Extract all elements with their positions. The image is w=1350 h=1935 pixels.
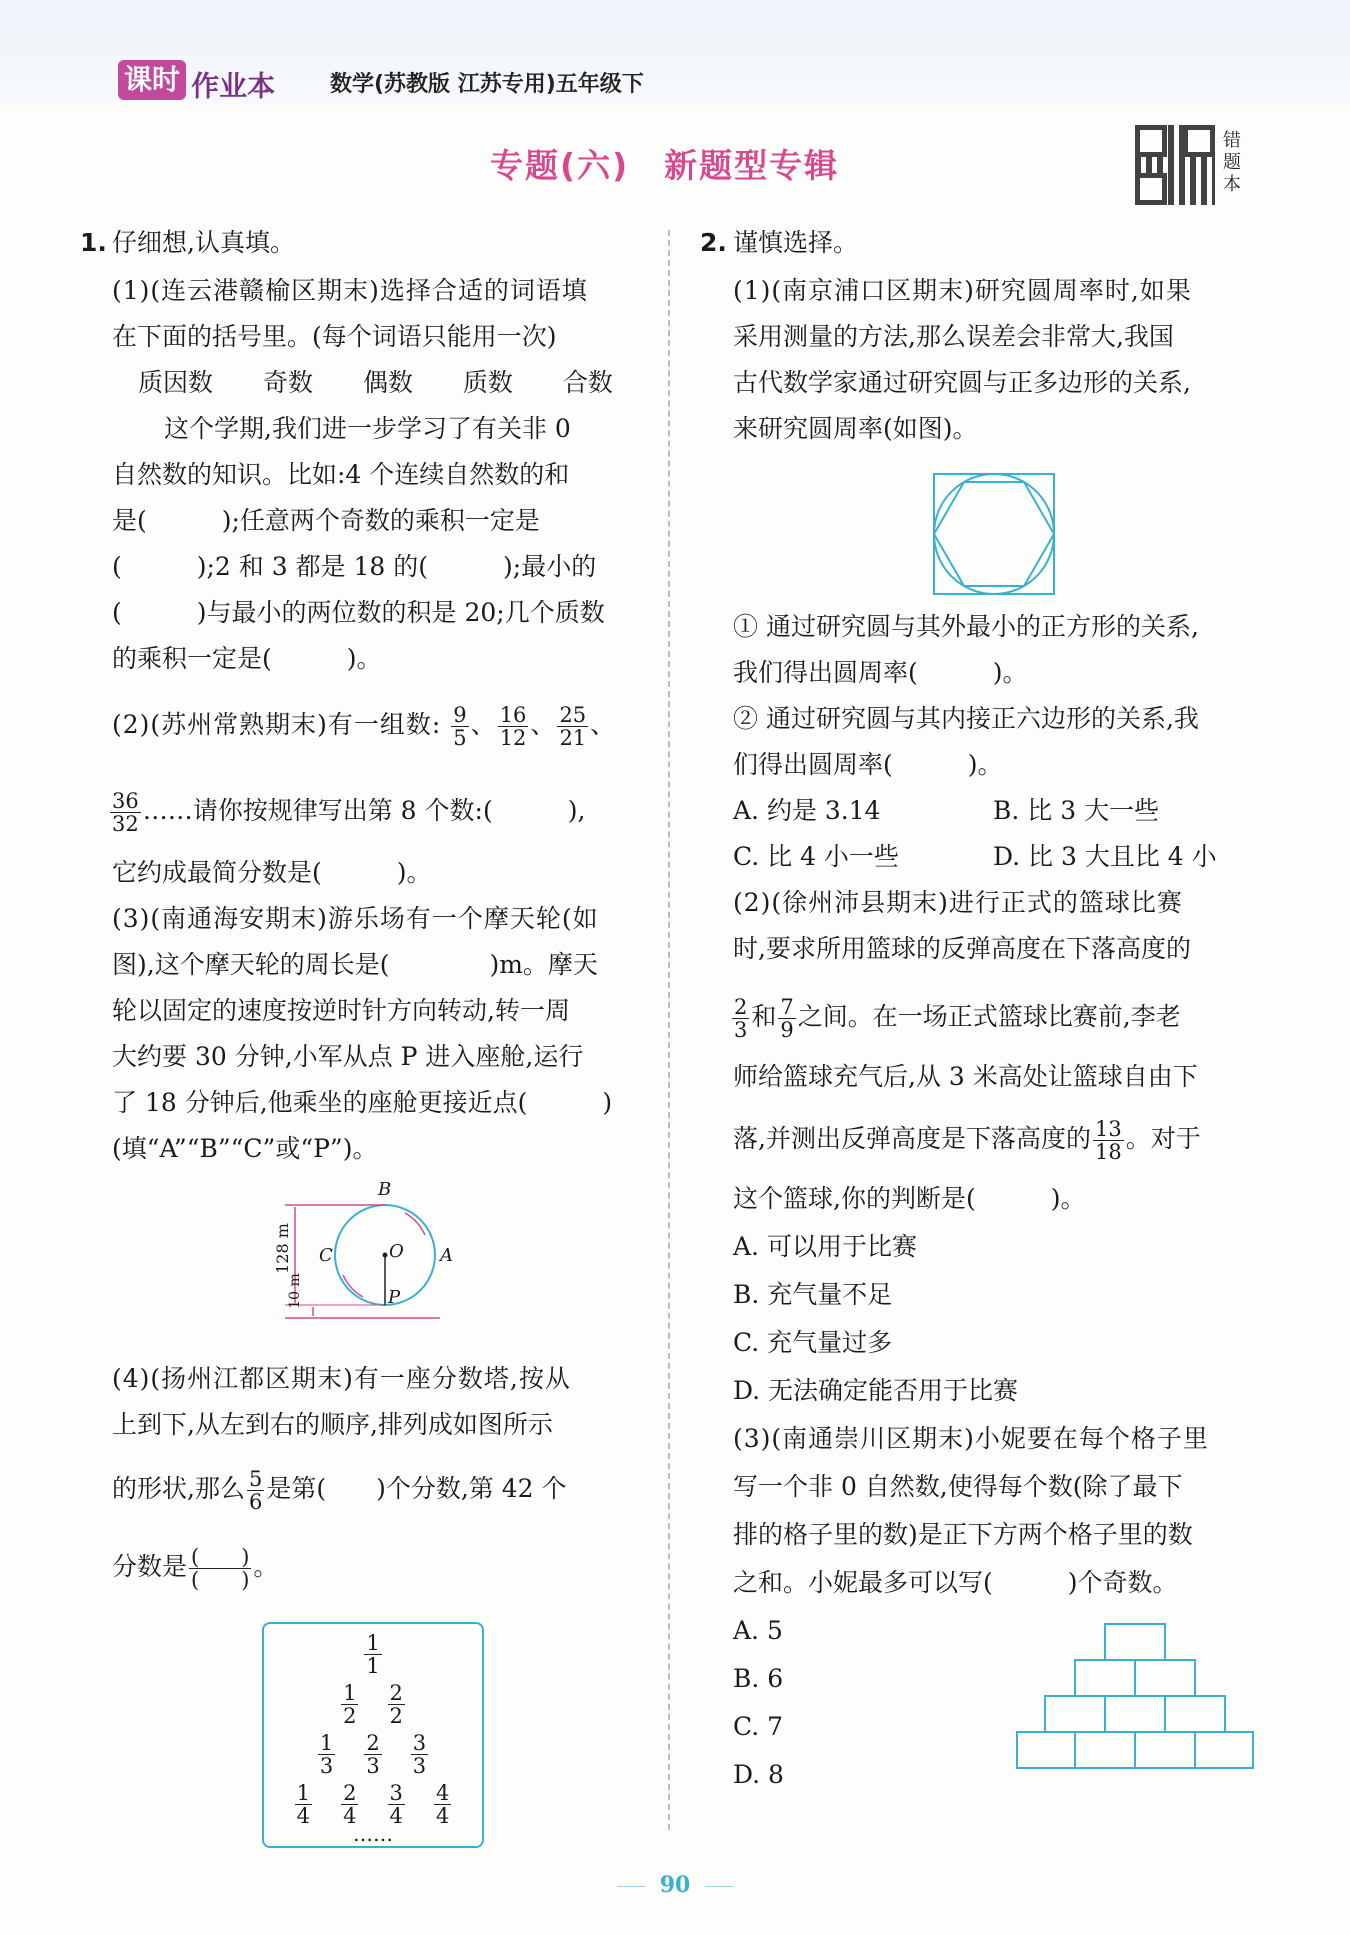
denominator: 32 — [112, 812, 139, 836]
fraction-13-18 — [1093, 1118, 1124, 1163]
separator: 、 — [530, 710, 556, 739]
q2-p2-text-b: 落,并测出反弹高度是下落高度的 — [733, 1124, 1091, 1153]
denominator: 1 — [366, 1654, 380, 1678]
tower-fraction — [318, 1732, 335, 1777]
numerator: 3 — [389, 1781, 403, 1805]
numerator: 3 — [412, 1731, 427, 1755]
denominator: 3 — [366, 1754, 380, 1778]
numerator: 16 — [499, 703, 527, 727]
denominator: 18 — [1094, 1140, 1122, 1164]
q2-p2-line5 — [733, 1118, 1201, 1163]
q1-p4-line2: 上到下,从左到右的顺序,排列成如图所示 — [112, 1410, 553, 1439]
denominator: 4 — [389, 1804, 403, 1828]
word-option: 质因数 — [138, 368, 214, 397]
q2-p1-line2: 采用测量的方法,那么误差会非常大,我国 — [733, 322, 1174, 351]
numerator: 2 — [343, 1781, 357, 1805]
error-book-label: 错题本 — [1223, 130, 1241, 195]
q2-p2-and: 和 — [751, 1002, 777, 1031]
numerator: 9 — [453, 703, 467, 727]
tower-fraction — [341, 1782, 358, 1827]
fraction-16-12 — [498, 704, 529, 749]
point-C-label: C — [319, 1245, 333, 1266]
q1-p4-text-c: 分数是 — [112, 1552, 188, 1581]
q2-p3-line2: 写一个非 0 自然数,使得每个数(除了最下 — [733, 1472, 1183, 1501]
word-option: 合数 — [562, 368, 613, 397]
q2-p1-line5: ① 通过研究圆与其外最小的正方形的关系, — [733, 612, 1199, 641]
separator: 、 — [590, 710, 616, 739]
q1-p4-end: 。 — [253, 1552, 279, 1581]
fraction-5-6 — [247, 1468, 264, 1513]
q2-p2-line2: 时,要求所用篮球的反弹高度在下落高度的 — [733, 934, 1191, 963]
tower-fraction — [341, 1682, 358, 1727]
numerator: 2 — [366, 1731, 380, 1755]
denominator: 3 — [319, 1754, 334, 1778]
q2-p2-option-d[interactable]: D. 无法确定能否用于比赛 — [733, 1376, 1019, 1405]
q2-p2-option-b[interactable]: B. 充气量不足 — [733, 1280, 893, 1309]
denominator: 2 — [343, 1704, 357, 1728]
q1-p3-line4: 大约要 30 分钟,小军从点 P 进入座舱,运行 — [112, 1042, 584, 1071]
numerator: 1 — [366, 1631, 380, 1655]
ferris-wheel-diagram — [272, 1175, 465, 1335]
q2-p3-option-c[interactable]: C. 7 — [733, 1712, 784, 1741]
number-pyramid-grid — [1015, 1622, 1255, 1782]
q1-p4-line3 — [112, 1468, 567, 1513]
q1-p1-line4: 自然数的知识。比如:4 个连续自然数的和 — [112, 460, 570, 489]
q2-p1-line7: ② 通过研究圆与其内接正六边形的关系,我 — [733, 704, 1199, 733]
q2-p2-text-c: 。对于 — [1125, 1124, 1201, 1153]
point-B-label: B — [378, 1179, 392, 1200]
numerator: 1 — [319, 1731, 334, 1755]
tower-row-4 — [264, 1782, 482, 1827]
ferris-wheel-figure — [272, 1175, 465, 1335]
q1-word-list — [138, 368, 613, 398]
numerator: 2 — [734, 995, 748, 1019]
q2-p1-option-c[interactable]: C. 比 4 小一些 — [733, 842, 899, 871]
q1-p2-text: ……请你按规律写出第 8 个数:( ), — [142, 796, 586, 825]
numerator: 1 — [296, 1781, 310, 1805]
q1-number: 1. — [80, 228, 107, 257]
denominator: 3 — [734, 1018, 748, 1042]
q1-p3-line3: 轮以固定的速度按逆时针方向转动,转一周 — [112, 996, 570, 1025]
q2-p3-line4: 之和。小妮最多可以写( )个奇数。 — [733, 1568, 1178, 1597]
q1-p1-line7: ( )与最小的两位数的积是 20;几个质数 — [112, 598, 605, 627]
q2-p2-option-c[interactable]: C. 充气量过多 — [733, 1328, 893, 1357]
denominator: 4 — [436, 1804, 450, 1828]
q1-p3-line5: 了 18 分钟后,他乘坐的座舱更接近点( ) — [112, 1088, 613, 1117]
fraction-9-5 — [451, 704, 468, 749]
q1-p4-text-a: 的形状,那么 — [112, 1474, 245, 1503]
q2-p3-line3: 排的格子里的数)是正下方两个格子里的数 — [733, 1520, 1193, 1549]
q1-p2-line3: 它约成最简分数是( )。 — [112, 858, 432, 887]
q1-p4-text-b: 是第( )个分数,第 42 个 — [266, 1474, 567, 1503]
q1-p2-line1 — [112, 704, 615, 749]
q2-p1-line6: 我们得出圆周率( )。 — [733, 658, 1028, 687]
q1-p1-line2: 在下面的括号里。(每个词语只能用一次) — [112, 322, 557, 351]
brand-logo — [118, 60, 275, 102]
tower-fraction — [388, 1782, 405, 1827]
height-10m-label: 10 m — [286, 1273, 303, 1309]
q2-p2-line3 — [730, 996, 1181, 1041]
circle-polygon-figure — [930, 470, 1058, 598]
q2-p1-line8: 们得出圆周率( )。 — [733, 750, 1003, 779]
denominator: 5 — [453, 726, 467, 750]
page-title: 专题(六) 新题型专辑 — [490, 146, 840, 185]
q2-number: 2. — [700, 228, 727, 257]
denominator: 4 — [343, 1804, 357, 1828]
word-option: 偶数 — [362, 368, 413, 397]
q2-p2-line4: 师给篮球充气后,从 3 米高处让篮球自由下 — [733, 1062, 1198, 1091]
point-A-label: A — [440, 1245, 453, 1266]
page-number-text: 90 — [659, 1872, 691, 1898]
qr-code[interactable] — [1135, 125, 1215, 205]
q2-title: 谨慎选择。 — [733, 228, 859, 257]
brand-logo-mark: 课时 — [118, 60, 186, 100]
numerator: 7 — [780, 995, 794, 1019]
q1-p1-line5: 是( );任意两个奇数的乘积一定是 — [112, 506, 540, 535]
q1-p3-line2: 图),这个摩天轮的周长是( )m。摩天 — [112, 950, 598, 979]
tower-fraction — [364, 1632, 381, 1677]
denominator: 4 — [296, 1804, 310, 1828]
denominator: 2 — [389, 1704, 403, 1728]
column-divider — [668, 230, 670, 1830]
q2-p1-option-a[interactable]: A. 约是 3.14 — [733, 796, 881, 825]
q1-p2-lead: (2)(苏州常熟期末)有一组数: — [112, 710, 442, 739]
point-O-label: O — [389, 1241, 404, 1262]
q2-p1-line1: (1)(南京浦口区期末)研究圆周率时,如果 — [733, 276, 1192, 305]
denominator: 21 — [559, 726, 587, 750]
numerator: 4 — [436, 1781, 450, 1805]
q2-p2-text: 之间。在一场正式篮球比赛前,李老 — [797, 1002, 1181, 1031]
numerator: 36 — [112, 789, 139, 813]
fraction-36-32 — [110, 790, 141, 835]
brand-logo-text: 作业本 — [191, 69, 276, 103]
tower-ellipsis: …… — [353, 1822, 393, 1846]
tower-fraction — [295, 1782, 312, 1827]
q1-p4-line1: (4)(扬州江都区期末)有一座分数塔,按从 — [112, 1364, 571, 1393]
numerator: 5 — [248, 1467, 263, 1491]
page-number — [610, 1872, 740, 1898]
book-subject: 数学(苏教版 江苏专用)五年级下 — [330, 72, 644, 97]
q1-p1-line6: ( );2 和 3 都是 18 的( );最小的 — [112, 552, 597, 581]
q1-title: 仔细想,认真填。 — [112, 228, 295, 257]
q2-p3-option-a[interactable]: A. 5 — [733, 1616, 783, 1645]
denominator: 12 — [499, 726, 527, 750]
q2-p3-option-b[interactable]: B. 6 — [733, 1664, 784, 1693]
denominator-blank[interactable]: ( ) — [191, 1568, 250, 1592]
q1-p1-line1: (1)(连云港赣榆区期末)选择合适的词语填 — [112, 276, 588, 305]
q2-p1-option-b[interactable]: B. 比 3 大一些 — [993, 796, 1160, 825]
tower-fraction — [388, 1682, 405, 1727]
q2-p3-line1: (3)(南通崇川区期末)小妮要在每个格子里 — [733, 1424, 1209, 1453]
word-option: 奇数 — [262, 368, 313, 397]
q2-p2-line1: (2)(徐州沛县期末)进行正式的篮球比赛 — [733, 888, 1183, 917]
numerator: 13 — [1094, 1117, 1122, 1141]
tower-fraction — [411, 1732, 428, 1777]
q1-p1-line8: 的乘积一定是( )。 — [112, 644, 382, 673]
q2-p3-option-d[interactable]: D. 8 — [733, 1760, 784, 1789]
fraction-25-21 — [557, 704, 588, 749]
tower-row-3 — [264, 1732, 482, 1777]
numerator: 1 — [343, 1681, 357, 1705]
fraction-2-3 — [732, 996, 749, 1041]
fraction-tower — [262, 1622, 484, 1848]
denominator: 3 — [412, 1754, 427, 1778]
height-128m-label: 128 m — [272, 1223, 292, 1274]
q2-p2-line6: 这个篮球,你的判断是( )。 — [733, 1184, 1086, 1213]
q1-p4-line4 — [112, 1546, 278, 1591]
q2-p1-line3: 古代数学家通过研究圆与正多边形的关系, — [733, 368, 1191, 397]
fraction-7-9 — [778, 996, 795, 1041]
point-P-label: P — [388, 1287, 401, 1308]
numerator-blank[interactable]: ( ) — [191, 1545, 250, 1569]
q1-p3-line6: (填“A”“B”“C”或“P”)。 — [112, 1134, 378, 1163]
q1-p2-line2 — [108, 790, 585, 835]
q1-p3-line1: (3)(南通海安期末)游乐场有一个摩天轮(如 — [112, 904, 599, 933]
q2-p1-option-d[interactable]: D. 比 3 大且比 4 小 — [993, 842, 1217, 871]
answer-fraction-blank[interactable] — [189, 1546, 251, 1591]
q2-p2-option-a[interactable]: A. 可以用于比赛 — [733, 1232, 917, 1261]
denominator: 6 — [248, 1490, 263, 1514]
word-option: 质数 — [462, 368, 513, 397]
tower-row-1 — [264, 1632, 482, 1677]
numerator: 25 — [559, 703, 587, 727]
tower-row-2 — [264, 1682, 482, 1727]
separator: 、 — [470, 710, 496, 739]
q1-p1-line3: 这个学期,我们进一步学习了有关非 0 — [164, 414, 571, 443]
denominator: 9 — [780, 1018, 794, 1042]
tower-fraction — [364, 1732, 381, 1777]
numerator: 2 — [389, 1681, 403, 1705]
tower-fraction — [434, 1782, 451, 1827]
q2-p1-line4: 来研究圆周率(如图)。 — [733, 414, 978, 443]
